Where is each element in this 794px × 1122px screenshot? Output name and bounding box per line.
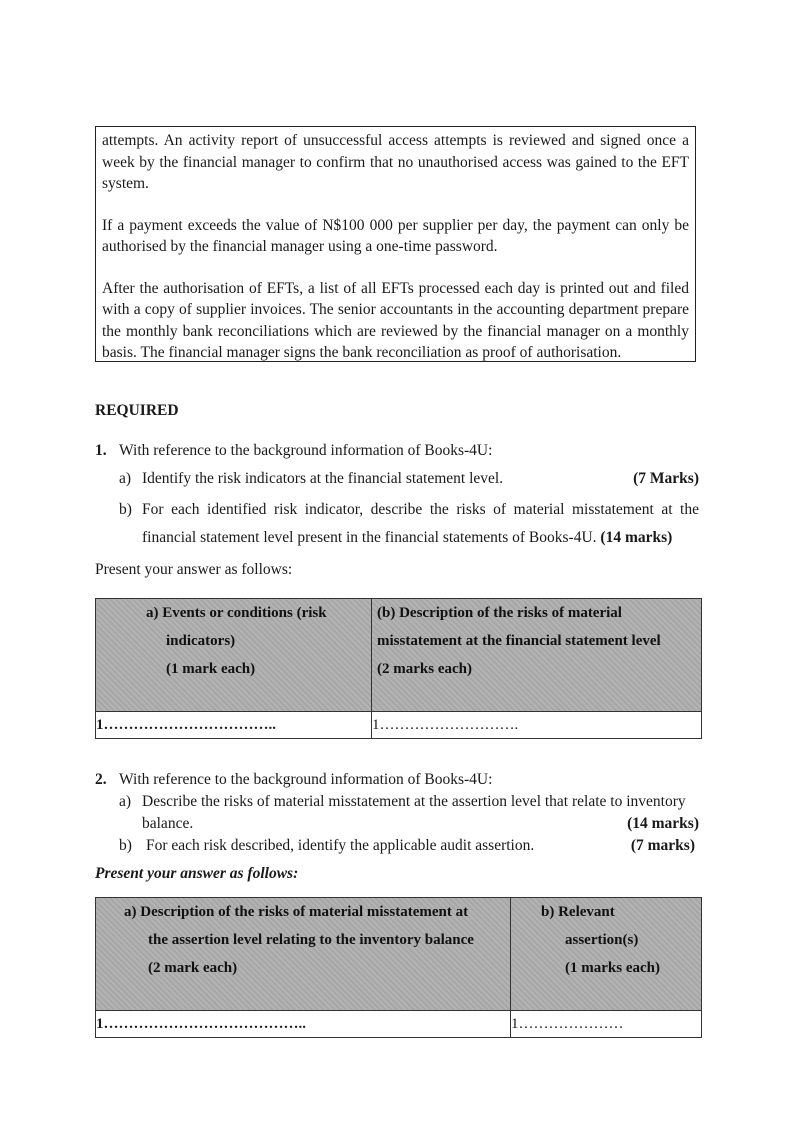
question-1	[95, 440, 699, 552]
table-2-header-b-line-3: (1 marks each)	[565, 960, 660, 976]
table-1-header-a	[96, 599, 372, 712]
table-1-header-a-line-1: a) Events or conditions (risk	[146, 605, 327, 621]
table-2-header-b	[511, 898, 702, 1011]
question-2-number: 2.	[95, 771, 107, 788]
scenario-paragraph-3: After the authorisation of EFTs, a list of all EFTs processed each day is printed out and filed with a copy of supplier invoices. The senior accountants in the accounting department prepare the monthly bank reconciliations which are reviewed by the financial manager on a monthly basis. The financial manager signs the bank reconciliation as proof of authorisation.	[102, 279, 689, 361]
table-1-row-1-col-b: 1……………………….	[372, 712, 702, 739]
question-2a-marks: (14 marks)	[627, 815, 699, 832]
table-row	[96, 1011, 702, 1038]
table-1-header-b-line-3: (2 marks each)	[377, 661, 472, 677]
required-heading: REQUIRED	[95, 402, 179, 419]
question-2-intro: With reference to the background information of Books-4U:	[119, 771, 493, 788]
table-1-header-a-line-2: indicators)	[166, 633, 236, 649]
question-1b-text: For each identified risk indicator, describe the risks of material misstatement at the financial statement level present in the financial statements of Books-4U.	[142, 501, 699, 546]
answer-table-2	[95, 897, 702, 1038]
question-1b-marks: (14 marks)	[600, 529, 673, 546]
answer-table-1	[95, 598, 702, 739]
scenario-box	[95, 126, 696, 362]
question-2b-marks: (7 marks)	[630, 837, 695, 854]
table-2-header-b-line-1: b) Relevant	[541, 904, 615, 920]
present-answer-2: Present your answer as follows:	[95, 865, 299, 882]
table-2-header-a	[96, 898, 511, 1011]
question-2b-text: For each risk described, identify the applicable audit assertion.	[146, 837, 535, 854]
table-1-header-b	[372, 599, 702, 712]
present-answer-1: Present your answer as follows:	[95, 561, 293, 578]
table-1-header-b-line-2: misstatement at the financial statement level	[377, 633, 661, 649]
question-2	[95, 769, 699, 857]
table-2-header-a-line-3: (2 mark each)	[148, 960, 238, 976]
table-2-header-a-line-1: a) Description of the risks of material misstatement at	[124, 904, 469, 920]
question-2a-text-line-1: Describe the risks of material misstatement at the assertion level that relate to inventory	[142, 793, 686, 810]
table-2-header-b-line-2: assertion(s)	[565, 932, 639, 948]
question-1a-marks: (7 Marks)	[633, 470, 699, 487]
table-1-header-b-line-1: (b) Description of the risks of material	[377, 605, 622, 621]
question-2a-label: a)	[119, 793, 132, 810]
question-1-number: 1.	[95, 442, 107, 459]
table-row	[96, 712, 702, 739]
scenario-paragraph-2: If a payment exceeds the value of N$100 000 per supplier per day, the payment can only be authorised by the financial manager using a one-time password.	[102, 216, 689, 255]
question-1b	[119, 496, 699, 552]
table-1-header-a-line-3: (1 mark each)	[166, 661, 256, 677]
table-2-row-1-col-b: 1…………………	[511, 1011, 702, 1038]
table-1-row-1-col-a: 1……………………………..	[96, 712, 372, 739]
question-1a	[119, 468, 699, 490]
table-2-row-1-col-a: 1…………………………………..	[96, 1011, 511, 1038]
scenario-paragraph-1: attempts. An activity report of unsuccessful access attempts is reviewed and signed once a week by the financial manager to confirm that no unauthorised access was gained to the EFT system.	[102, 132, 689, 192]
table-2-header-a-line-2: the assertion level relating to the inventory balance	[148, 932, 474, 948]
question-1a-label: a)	[119, 470, 132, 487]
question-2a-text-line-2: balance.	[142, 815, 194, 832]
question-1b-label: b)	[119, 501, 132, 518]
question-2a	[119, 791, 699, 835]
question-1-intro: With reference to the background information of Books-4U:	[119, 442, 493, 459]
question-2b	[119, 835, 699, 857]
question-2b-label: b)	[119, 837, 132, 854]
question-1a-text: Identify the risk indicators at the financial statement level.	[142, 470, 504, 487]
